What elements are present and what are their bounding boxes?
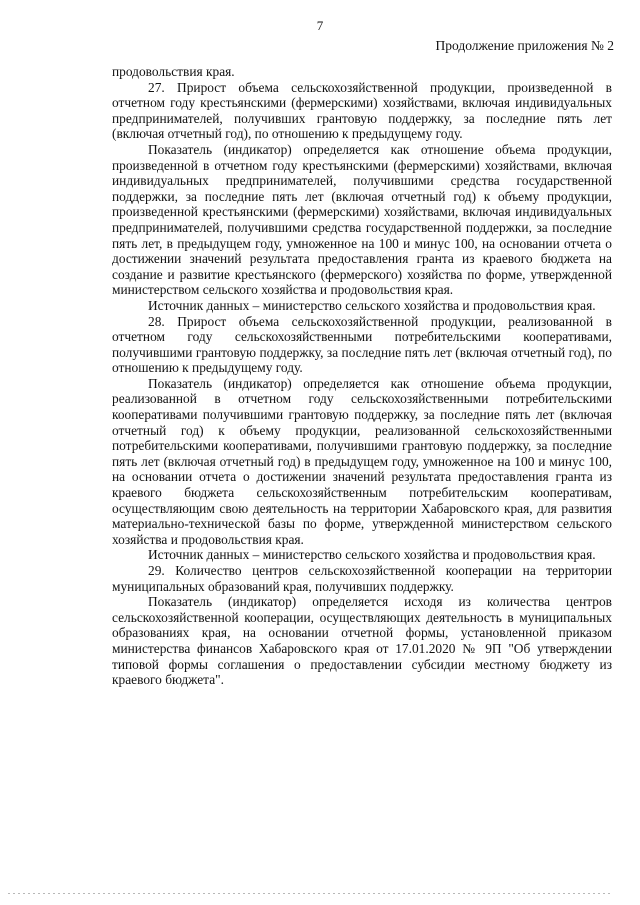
paragraph-indicator-27: Показатель (индикатор) определяется как отношение объема продукции, произведенной в отчетном году крестьянскими (фермерскими) хозяйствами, включая индивидуальных предпринимателей, получившими средства государственной поддержки, за последние пять лет (включая отчетный год) к объему продукции, произведенной крестьянскими (фермерскими) хозяйствами, включая индивидуальных предпринимателей, получившими средства государственной поддержки, за последние пять лет, в предыдущем году, умноженное на 100 и минус 100, на основании отчета о достижении значений результата предоставления гранта из краевого бюджета на создание и развитие крестьянского (фермерского) хозяйства по форме, утвержденной министерством сельского хозяйства и продовольствия края. [112,141,612,298]
paragraph-source-28: Источник данных – министерство сельского хозяйства и продовольствия края. [148,547,596,563]
paragraph-item-28: 28. Прирост объема сельскохозяйственной продукции, реализованной в отчетном году сельскохозяйственными потребительскими кооперативами, получившими грантовую поддержку, за последние пять лет (включая отчетный год), по отношению к предыдущему году. [112,313,612,376]
appendix-continuation-note: Продолжение приложения № 2 [435,38,614,53]
scan-artifact-line [8,893,610,894]
paragraph: продовольствия края. [112,64,235,79]
paragraph-item-29: 29. Количество центров сельскохозяйственной кооперации на территории муниципальных образований края, получивших поддержку. [112,563,612,594]
document-body [112,64,612,688]
paragraph-source-27: Источник данных – министерство сельского хозяйства и продовольствия края. [148,297,596,313]
paragraph-indicator-29: Показатель (индикатор) определяется исходя из количества центров сельскохозяйственной кооперации, осуществляющих деятельность в муниципальных образованиях края, на основании отчетной формы, установленной приказом министерства финансов Хабаровского края от 17.01.2020 № 9П "Об утверждении типовой формы соглашения о предоставлении субсидии местному бюджету из краевого бюджета". [112,594,612,688]
paragraph-indicator-28: Показатель (индикатор) определяется как отношение объема продукции, реализованной в отчетном году сельскохозяйственными потребительскими кооперативами получившими грантовую поддержку, за последние пять лет (включая отчетный год) к объему продукции, реализованной сельскохозяйственными потребительскими кооперативами, получившими грантовую поддержку, за последние пять лет (включая отчетный год) в предыдущем году, умноженное на 100 и минус 100, на основании отчета о достижении значений результата предоставления гранта из краевого бюджета сельскохозяйственным потребительским кооперативам, осуществляющим свою деятельность на территории Хабаровского края, для развития материально-технической базы по форме, утвержденной министерством сельского хозяйства и продовольствия края. [112,375,612,547]
page-number: 7 [316,18,324,33]
paragraph-item-27: 27. Прирост объема сельскохозяйственной продукции, произведенной в отчетном году крестьянскими (фермерскими) хозяйствами, включая индивидуальных предпринимателей, получивших грантовую поддержку, за последние пять лет (включая отчетный год), по отношению к предыдущему году. [112,79,612,142]
